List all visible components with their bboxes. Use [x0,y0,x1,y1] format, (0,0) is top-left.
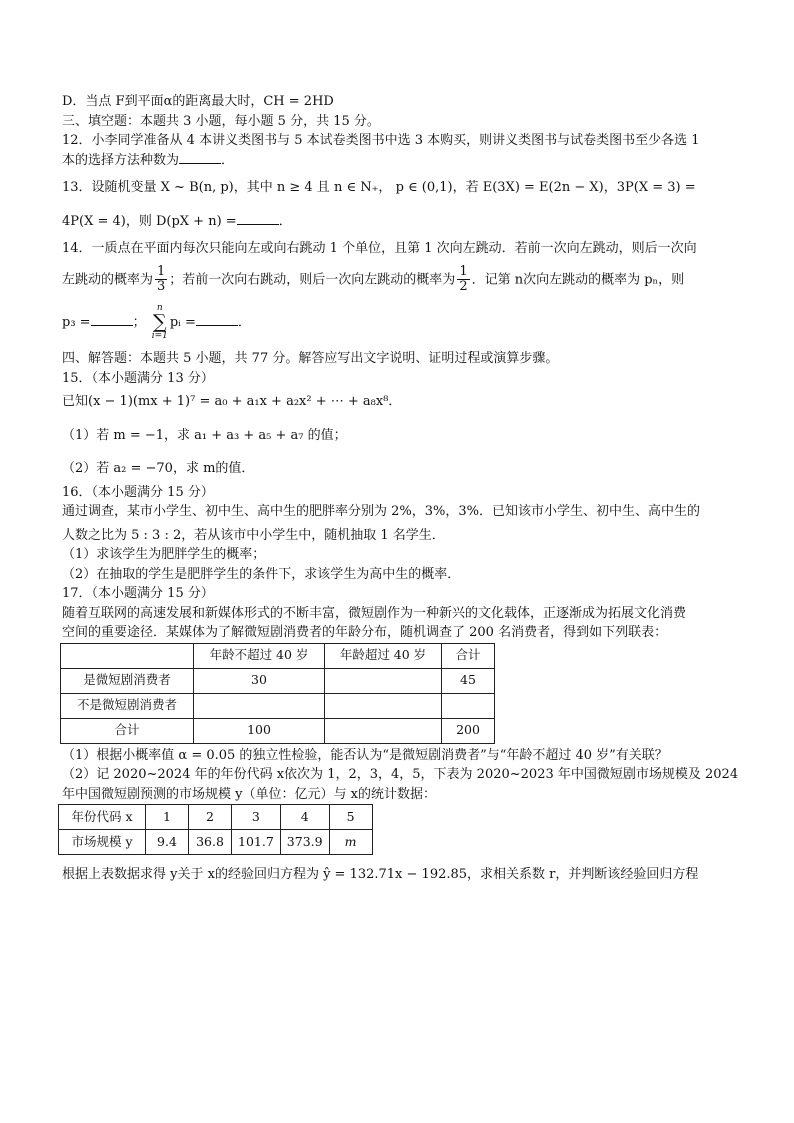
table-row [61,718,495,743]
fraction-denominator: 2 [459,278,468,294]
contingency-table [60,643,495,744]
q16-title: 16．（本小题满分 15 分） [62,484,214,500]
table-cell: 2 [189,805,232,830]
fraction-one-third [155,265,167,295]
table-cell: 是微短剧消费者 [61,668,194,693]
fraction-one-half [457,265,469,295]
option-d: D．当点 F到平面α的距离最大时，CH = 2HD [62,94,334,109]
table-cell: 年份代码 x [59,805,146,830]
answer-blank [91,313,133,326]
q16-line2: 人数之比为 5 : 3 : 2，若从该市中小学生中，随机抽取 1 名学生． [62,527,445,543]
table-row [59,830,373,855]
q12-text: 本的选择方法种数为 [62,152,180,168]
table-cell: 5 [329,805,372,830]
section-solve-heading: 四、解答题：本题共 5 小题，共 77 分。解答应写出文字说明、证明过程或演算步骤。 [62,351,559,367]
summation-symbol [152,304,168,341]
q13-line2: 4P(X = 4)，则 D(pX + n) = ． [62,213,292,229]
table-cell: 1 [146,805,189,830]
q14-line2 [62,265,734,295]
section-fill-in-heading: 三、填空题：本题共 3 小题，每小题 5 分，共 15 分。 [62,113,380,129]
table-header-row [61,643,495,668]
table-cell [325,668,442,693]
table-cell: 36.8 [189,830,232,855]
q17-regression-line: 根据上表数据求得 y关于 x的经验回归方程为 ŷ = 132.71x − 192.85，求相关系数 r，并判断该经验回归方程 [62,867,699,883]
q13-line1: 13．设随机变量 X ~ B(n, p)，其中 n ≥ 4 且 n ∈ N₊， p ∈ (0,1)，若 E(3X) = E(2n − X)，3P(X = 3) = [62,180,696,195]
q17-line1: 随着互联网的高速发展和新媒体形式的不断丰富，微短剧作为一种新兴的文化载体，正逐渐成为拓展文化消费 [62,605,687,621]
q15-equation: 已知(x − 1)(mx + 1)⁷ = a₀ + a₁x + a₂x² + ⋯ + a₈x⁸． [62,394,402,410]
table-cell [325,693,442,718]
table-row [61,693,495,718]
q14-text-a: 左跳动的概率为 [62,271,154,287]
q14-line3: p₃ = ； n ∑ i=1 pᵢ = ． [62,303,251,342]
q17-part2-line2: 年中国微短剧预测的市场规模 y（单位：亿元）与 x的统计数据： [62,786,436,802]
table-cell: 合计 [61,718,194,743]
table-row [59,805,373,830]
table-cell: 45 [442,668,495,693]
table-cell: m [329,830,372,855]
table-cell: 不是微短剧消费者 [61,693,194,718]
table-cell [194,693,325,718]
q14-text-b: ；若前一次向右跳动，则后一次向左跳动的概率为 [169,271,456,287]
table-cell: 年龄不超过 40 岁 [194,643,325,668]
q17-title: 17．（本小题满分 15 分） [62,586,214,602]
sum-upper: n [156,303,163,314]
table-cell: 373.9 [280,830,329,855]
fraction-numerator: 1 [459,263,468,279]
q14-text-c: ．记第 n次向左跳动的概率为 pₙ，则 [471,271,685,287]
table-cell: 9.4 [146,830,189,855]
fraction-numerator: 1 [157,263,166,279]
fraction-denominator: 3 [157,278,166,294]
q17-part1: （1）根据小概率值 α = 0.05 的独立性检验，能否认为“是微短剧消费者”与“年龄不超过 40 岁”有关联？ [62,747,668,763]
table-cell: 市场规模 y [59,830,146,855]
answer-blank [179,151,221,164]
q16-part1: （1）求该学生为肥胖学生的概率； [62,547,266,563]
table-cell: 101.7 [232,830,281,855]
market-size-table [58,804,373,855]
answer-blank [196,313,238,326]
table-cell: 4 [280,805,329,830]
table-cell: 100 [194,718,325,743]
q12-line1: 12．小李同学准备从 4 本讲义类图书与 5 本试卷类图书中选 3 本购买，则讲义类图书与试卷类图书至少各选 1 [62,133,700,148]
table-cell: 200 [442,718,495,743]
table-cell [442,693,495,718]
q14-p3: p₃ = [62,315,91,331]
table-cell: 年龄超过 40 岁 [325,643,442,668]
q15-part2: （2）若 a₂ = −70，求 m的值． [62,461,255,477]
table-cell: 3 [232,805,281,830]
q12-line2: 本的选择方法种数为 ． [62,152,235,168]
q15-part1: （1）若 m = −1，求 a₁ + a₃ + a₅ + a₇ 的值； [62,427,347,443]
q14-sum-text: pᵢ = [169,315,196,331]
q15-title: 15．（本小题满分 13 分） [62,370,214,386]
q17-line2: 空间的重要途径．某媒体为了解微短剧消费者的年龄分布，随机调查了 200 名消费者，得到如下列联表： [62,625,668,641]
table-cell: 30 [194,668,325,693]
table-cell [325,718,442,743]
exam-page [62,92,739,885]
separator: ； [132,315,146,331]
sum-lower: i=1 [151,331,168,342]
q14-line1: 14．一质点在平面内每次只能向左或向右跳动 1 个单位，且第 1 次向左跳动．若前一次向左跳动，则后一次向 [62,241,697,256]
q16-line1: 通过调查，某市小学生、初中生、高中生的肥胖率分别为 2%，3%，3%．已知该市小学生、初中生、高中生的 [62,504,701,520]
q13-text: 4P(X = 4)，则 D(pX + n) = [62,213,237,229]
table-cell [61,643,194,668]
table-row [61,668,495,693]
q16-part2: （2）在抽取的学生是肥胖学生的条件下，求该学生为高中生的概率． [62,566,461,582]
q17-part2-line1: （2）记 2020~2024 年的年份代码 x依次为 1，2，3，4，5，下表为 2020~2023 年中国微短剧市场规模及 2024 [62,767,739,783]
table-cell: 合计 [442,643,495,668]
answer-blank [237,212,279,225]
sigma: ∑ [153,311,167,334]
